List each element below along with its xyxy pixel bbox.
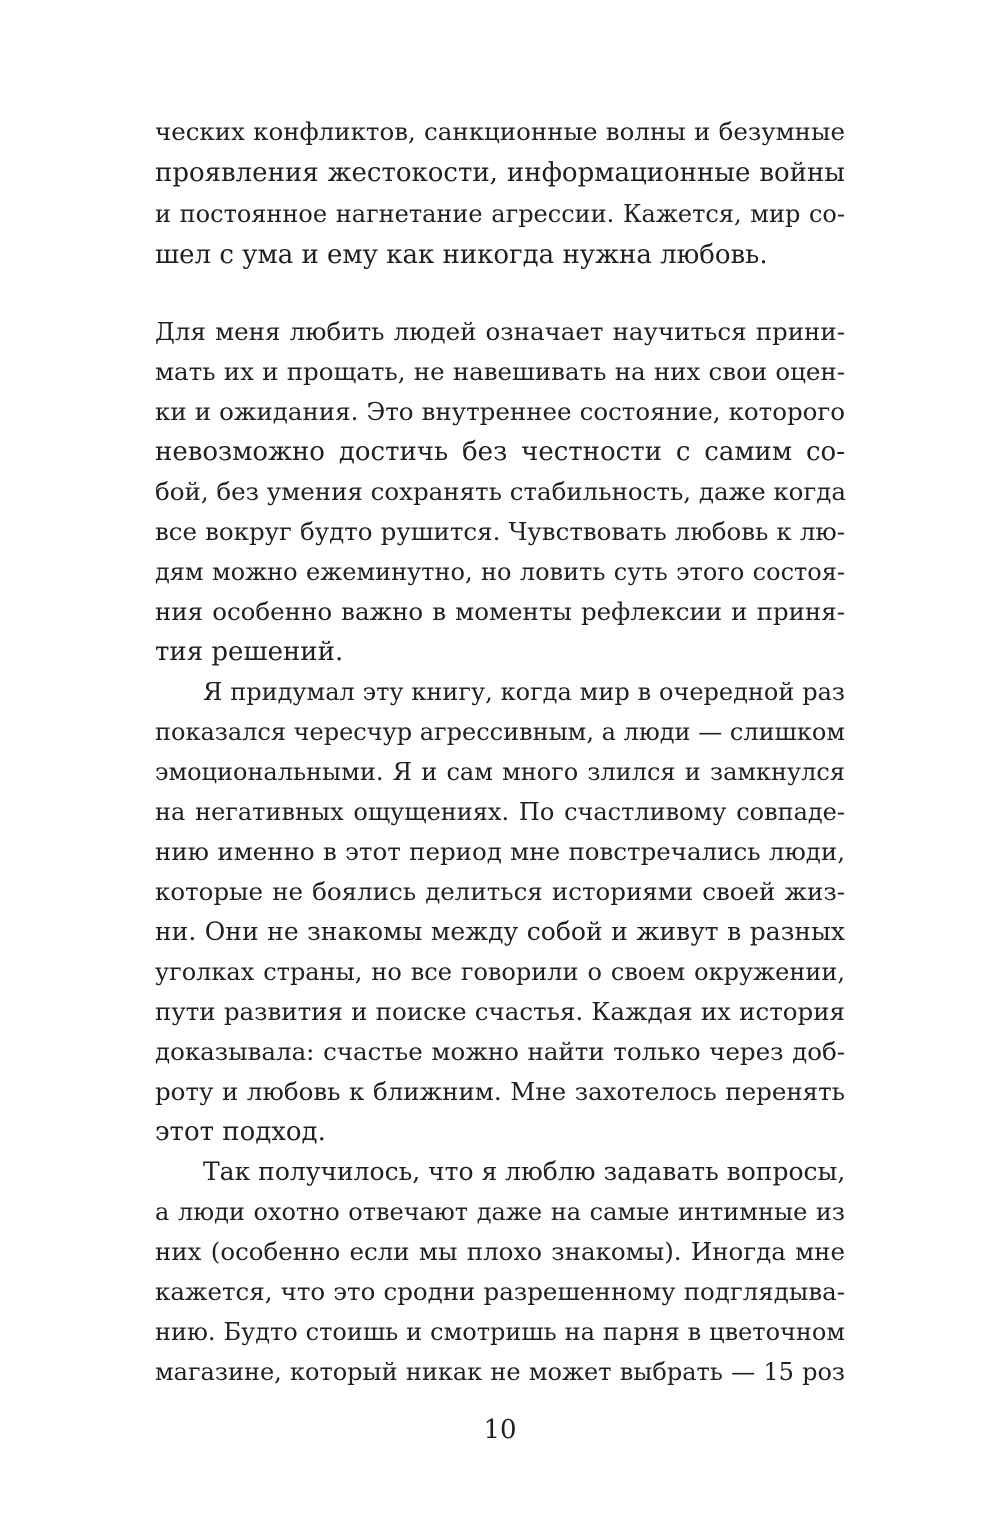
text-line: Так получилось, что я люблю задавать вопросы, (203, 1157, 846, 1186)
text-line: нию. Будто стоишь и смотришь на парня в цветочном (155, 1318, 845, 1346)
text-line: проявления жестокости, информационные войны (155, 158, 845, 188)
text-line: тия решений. (155, 637, 344, 667)
text-line: а люди охотно отвечают даже на самые интимные из (155, 1198, 845, 1226)
text-line: на негативных ощущениях. По счастливому совпаде- (155, 798, 845, 826)
text-line: роту и любовь к ближним. Мне захотелось перенять (155, 1077, 845, 1106)
text-line: ки и ожидания. Это внутреннее состояние, которого (155, 397, 845, 426)
text-line: все вокруг будто рушится. Чувствовать любовь к лю- (155, 517, 845, 546)
text-line: бой, без умения сохранять стабильность, даже когда (155, 477, 846, 506)
text-line: них (особенно если мы плохо знакомы). Иногда мне (155, 1237, 845, 1266)
text-line: дям можно ежеминутно, но ловить суть этого состоя- (155, 558, 845, 586)
text-line: нию именно в этот период мне повстречались люди, (155, 837, 845, 866)
text-line: кажется, что это сродни разрешенному подглядыва- (155, 1277, 845, 1306)
text-line: пути развития и поиске счастья. Каждая их история (155, 997, 845, 1026)
text-line: эмоциональными. Я и сам много злился и замкнулся (155, 758, 845, 786)
text-line: магазине, который никак не может выбрать — 15 роз (155, 1358, 845, 1386)
text-line: Я придумал эту книгу, когда мир в очередной раз (203, 678, 845, 706)
text-line: Для меня любить людей означает научиться прини- (155, 317, 845, 346)
text-line: уголках страны, но все говорили о своем окружении, (155, 958, 845, 986)
text-line: и постоянное нагнетание агрессии. Кажется, мир со- (155, 200, 845, 228)
text-line: показался чересчур агрессивным, а люди — слишком (155, 718, 845, 746)
text-line: мать их и прощать, не навешивать на них свои оцен- (155, 357, 845, 386)
text-line: доказывала: счастье можно найти только через доб- (155, 1037, 845, 1066)
text-line: которые не боялись делиться историями своей жиз- (155, 877, 845, 906)
text-line: этот подход. (155, 1117, 326, 1147)
text-line: ческих конфликтов, санкционные волны и безумные (155, 117, 845, 146)
text-line: шел с ума и ему как никогда нужна любовь. (155, 240, 768, 270)
text-line: ния особенно важно в моменты рефлексии и приня- (155, 597, 845, 626)
text-line: ни. Они не знакомы между собой и живут в разных (155, 917, 845, 946)
page-number: 10 (483, 1415, 517, 1445)
text-line: невозможно достичь без честности с самим со- (155, 437, 845, 467)
